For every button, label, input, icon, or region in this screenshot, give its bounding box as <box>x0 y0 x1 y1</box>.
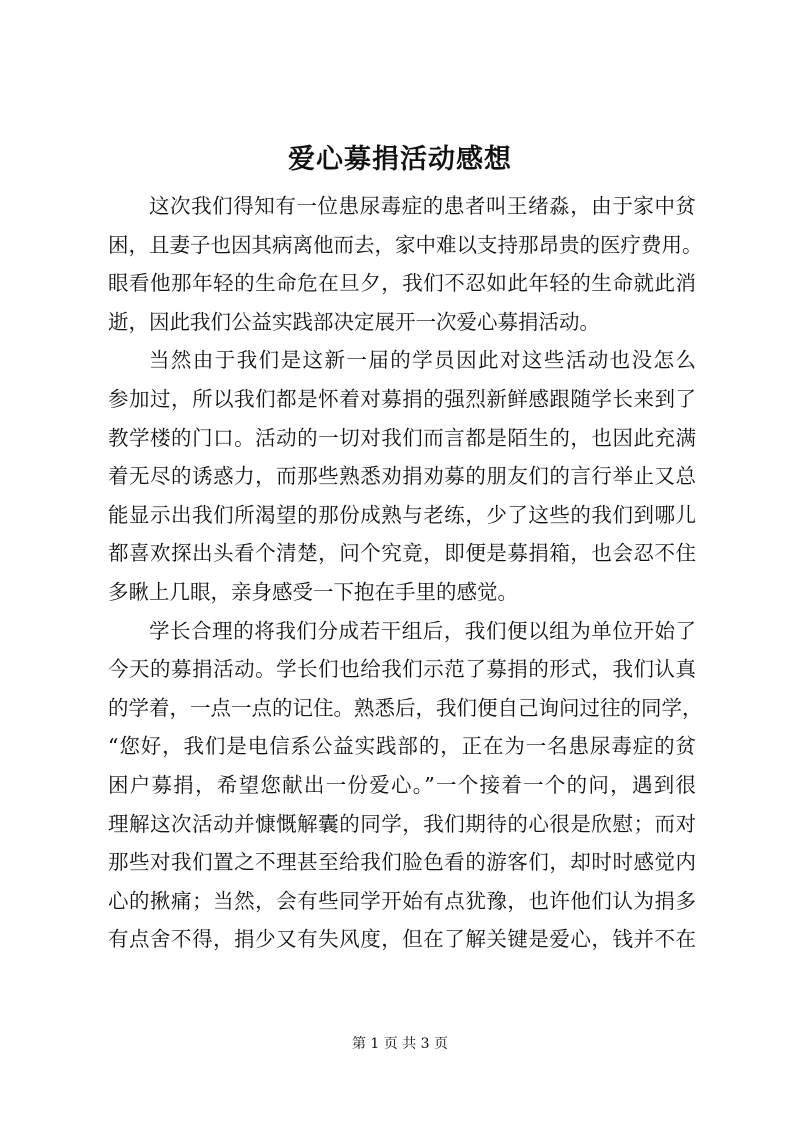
document-title: 爱心募捐活动感想 <box>288 144 512 175</box>
paragraph-1 <box>108 187 703 341</box>
paragraph-line: 当然由于我们是这新一届的学员因此对这些活动也没怎么 <box>149 348 696 373</box>
paragraph-2 <box>108 341 696 611</box>
paragraph-line: 心的揪痛；当然，会有些同学开始有点犹豫，也许他们认为捐多 <box>108 888 696 913</box>
paragraph-line: “您好，我们是电信系公益实践部的，正在为一名患尿毒症的贫 <box>108 734 696 759</box>
paragraph-line: 理解这次活动并慷慨解囊的同学，我们期待的心很是欣慰；而对 <box>108 811 696 836</box>
paragraph-line: 多瞅上几眼，亲身感受一下抱在手里的感觉。 <box>108 579 518 604</box>
paragraph-line: 都喜欢探出头看个清楚，问个究竟，即便是募捐箱，也会忍不住 <box>108 541 696 566</box>
document-body <box>108 187 703 959</box>
paragraph-line: 有点舍不得，捐少又有失风度，但在了解关键是爱心，钱并不在 <box>108 927 696 952</box>
paragraph-line: 困，且妻子也因其病离他而去，家中难以支持那昂贵的医疗费用。 <box>108 232 703 257</box>
paragraph-line: 眼看他那年轻的生命危在旦夕，我们不忍如此年轻的生命就此消 <box>108 271 696 296</box>
page-number-footer: 第 1 页 共 3 页 <box>351 1036 449 1052</box>
paragraph-line: 困户募捐，希望您献出一份爱心。”一个接着一个的问，遇到很 <box>108 772 696 797</box>
paragraph-line: 教学楼的门口。活动的一切对我们而言都是陌生的，也因此充满 <box>108 425 696 450</box>
paragraph-line: 能显示出我们所渴望的那份成熟与老练，少了这些的我们到哪儿 <box>108 502 696 527</box>
paragraph-line: 学长合理的将我们分成若干组后，我们便以组为单位开始了 <box>149 618 696 643</box>
paragraph-line: 着无尽的诱惑力，而那些熟悉劝捐劝募的朋友们的言行举止又总 <box>108 464 696 489</box>
paragraph-line: 那些对我们置之不理甚至给我们脸色看的游客们，却时时感觉内 <box>108 850 696 875</box>
paragraph-line: 这次我们得知有一位患尿毒症的患者叫王绪淼，由于家中贫 <box>149 194 696 218</box>
paragraph-line: 今天的募捐活动。学长们也给我们示范了募捐的形式，我们认真 <box>108 657 696 682</box>
paragraph-3 <box>108 612 703 959</box>
paragraph-line: 逝，因此我们公益实践部决定展开一次爱心募捐活动。 <box>108 309 600 334</box>
paragraph-line: 的学着，一点一点的记住。熟悉后，我们便自己询问过往的同学， <box>108 695 703 720</box>
paragraph-line: 参加过，所以我们都是怀着对募捐的强烈新鲜感跟随学长来到了 <box>108 386 696 411</box>
